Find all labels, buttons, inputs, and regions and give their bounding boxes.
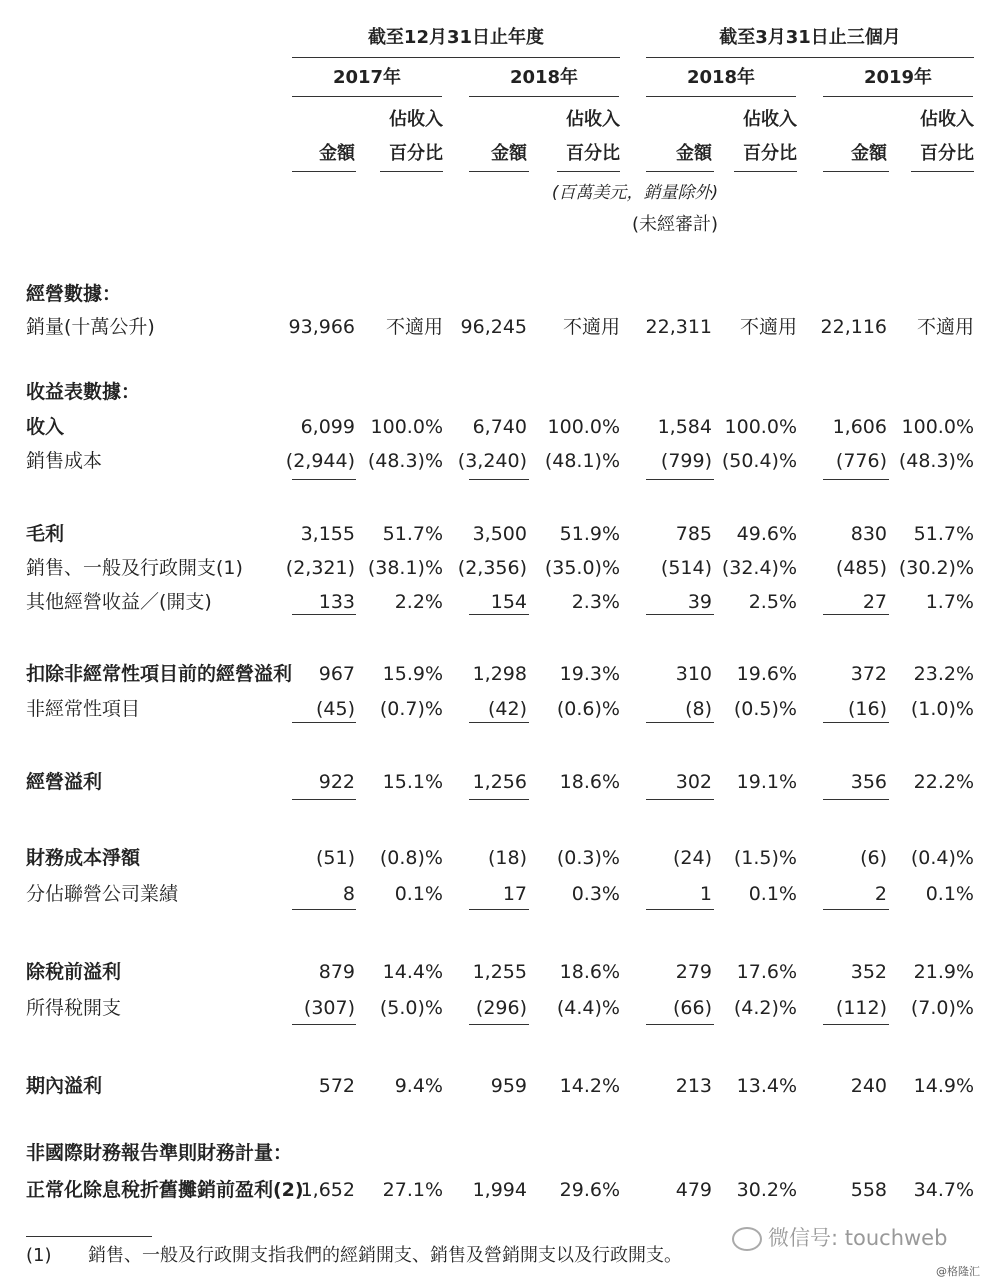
watermark-text: 微信号: touchweb <box>768 1226 948 1250</box>
amount-cell: 558 <box>850 1179 887 1201</box>
amount-cell: 922 <box>318 771 355 793</box>
amount-cell: 967 <box>318 663 355 685</box>
amount-cell: 1,652 <box>300 1179 355 1201</box>
percent-cell: 18.6% <box>559 961 620 983</box>
percent-cell: 49.6% <box>736 523 797 545</box>
amount-cell: (42) <box>487 698 527 720</box>
percent-cell: (4.2)% <box>733 997 797 1019</box>
subtotal-rule <box>646 909 714 910</box>
year-rule <box>823 96 973 97</box>
row-label: 扣除非經常性項目前的經營溢利 <box>26 663 293 685</box>
subtotal-rule <box>823 479 889 480</box>
chat-bubble-icon <box>732 1227 762 1251</box>
amount-cell: 959 <box>490 1075 527 1097</box>
subheader-rule <box>469 171 529 172</box>
percent-header-line2: 百分比 <box>743 143 797 164</box>
percent-cell: (0.5)% <box>733 698 797 720</box>
amount-header: 金額 <box>851 143 887 164</box>
percent-header-line1: 佔收入 <box>389 109 443 130</box>
amount-cell: 1,298 <box>472 663 527 685</box>
subtotal-rule <box>646 799 714 800</box>
percent-cell: 100.0% <box>547 416 620 438</box>
amount-cell: 352 <box>850 961 887 983</box>
year-rule <box>292 96 442 97</box>
percent-cell: (4.4)% <box>556 997 620 1019</box>
footnote-rule <box>26 1236 152 1237</box>
header-group-fiscal-year: 截至12月31日止年度 <box>367 27 545 48</box>
amount-cell: 879 <box>318 961 355 983</box>
amount-cell: 154 <box>490 591 527 613</box>
amount-cell: (2,356) <box>457 557 527 579</box>
amount-cell: 8 <box>342 883 355 905</box>
percent-cell: 14.9% <box>913 1075 974 1097</box>
amount-cell: 96,245 <box>460 316 527 338</box>
footnote-marker: (1) <box>26 1245 52 1266</box>
percent-cell: (32.4)% <box>721 557 797 579</box>
percent-cell: 51.9% <box>559 523 620 545</box>
percent-cell: 13.4% <box>736 1075 797 1097</box>
amount-cell: 1,256 <box>472 771 527 793</box>
amount-cell: 22,311 <box>645 316 712 338</box>
percent-cell: 100.0% <box>901 416 974 438</box>
amount-cell: 17 <box>502 883 527 905</box>
subtotal-rule <box>292 909 356 910</box>
amount-cell: (18) <box>487 847 527 869</box>
subtotal-rule <box>823 909 889 910</box>
subtotal-rule <box>292 799 356 800</box>
percent-cell: 100.0% <box>724 416 797 438</box>
subtotal-rule <box>469 799 529 800</box>
amount-cell: 1,606 <box>832 416 887 438</box>
amount-cell: 6,740 <box>472 416 527 438</box>
percent-cell: 2.2% <box>394 591 443 613</box>
percent-cell: 100.0% <box>370 416 443 438</box>
amount-cell: 572 <box>318 1075 355 1097</box>
amount-cell: (16) <box>847 698 887 720</box>
subheader-rule <box>823 171 889 172</box>
amount-cell: (112) <box>835 997 887 1019</box>
percent-cell: (30.2)% <box>898 557 974 579</box>
percent-cell: 18.6% <box>559 771 620 793</box>
percent-cell: (48.1)% <box>544 450 620 472</box>
subtotal-rule <box>823 614 889 615</box>
row-label: 期內溢利 <box>26 1075 103 1097</box>
amount-cell: 302 <box>675 771 712 793</box>
amount-cell: 1,584 <box>657 416 712 438</box>
row-label: 銷售成本 <box>26 450 103 472</box>
subheader-rule <box>380 171 443 172</box>
footnote-text: 銷售、一般及行政開支指我們的經銷開支、銷售及營銷開支以及行政開支。 <box>88 1245 682 1266</box>
percent-cell: (0.7)% <box>379 698 443 720</box>
header-group-three-months: 截至3月31日止三個月 <box>719 27 901 48</box>
percent-cell: 51.7% <box>382 523 443 545</box>
percent-cell: (0.8)% <box>379 847 443 869</box>
year-rule <box>646 96 796 97</box>
subheader-rule <box>557 171 620 172</box>
percent-cell: 0.1% <box>394 883 443 905</box>
percent-cell: 0.1% <box>925 883 974 905</box>
percent-cell: 19.1% <box>736 771 797 793</box>
percent-cell: 30.2% <box>736 1179 797 1201</box>
amount-cell: (2,321) <box>285 557 355 579</box>
row-label: 收入 <box>26 416 65 438</box>
watermark-credit: @格隆汇 <box>936 1265 980 1278</box>
percent-cell: 不適用 <box>385 316 443 338</box>
unit-note: (百萬美元，銷量除外) <box>551 183 719 203</box>
percent-cell: (38.1)% <box>367 557 443 579</box>
percent-cell: 14.2% <box>559 1075 620 1097</box>
row-label: 分佔聯營公司業績 <box>26 883 179 905</box>
amount-cell: (8) <box>685 698 712 720</box>
percent-cell: 21.9% <box>913 961 974 983</box>
percent-cell: 23.2% <box>913 663 974 685</box>
percent-cell: (35.0)% <box>544 557 620 579</box>
amount-cell: 279 <box>675 961 712 983</box>
row-label: 銷售、一般及行政開支(1) <box>26 557 243 579</box>
subtotal-rule <box>646 1024 714 1025</box>
amount-cell: 1,994 <box>472 1179 527 1201</box>
amount-cell: 372 <box>850 663 887 685</box>
row-label: 經營數據： <box>26 283 122 305</box>
subheader-rule <box>646 171 714 172</box>
percent-header-line2: 百分比 <box>566 143 620 164</box>
row-label: 所得稅開支 <box>26 997 122 1019</box>
row-label: 其他經營收益／(開支) <box>26 591 212 613</box>
subtotal-rule <box>469 1024 529 1025</box>
row-label: 正常化除息稅折舊攤銷前盈利(2) <box>26 1179 304 1201</box>
amount-cell: (51) <box>315 847 355 869</box>
subtotal-rule <box>646 479 714 480</box>
row-label: 毛利 <box>26 523 65 545</box>
amount-header: 金額 <box>676 143 712 164</box>
subtotal-rule <box>823 799 889 800</box>
amount-cell: (6) <box>860 847 887 869</box>
amount-cell: 27 <box>862 591 887 613</box>
subtotal-rule <box>823 1024 889 1025</box>
percent-cell: 19.6% <box>736 663 797 685</box>
amount-cell: (296) <box>475 997 527 1019</box>
percent-cell: (48.3)% <box>367 450 443 472</box>
amount-cell: 1 <box>699 883 712 905</box>
amount-cell: 22,116 <box>820 316 887 338</box>
row-label: 收益表數據： <box>26 381 141 403</box>
year-header: 2018年 <box>686 67 756 88</box>
percent-cell: 34.7% <box>913 1179 974 1201</box>
percent-header-line1: 佔收入 <box>743 109 797 130</box>
amount-cell: (307) <box>303 997 355 1019</box>
percent-cell: 29.6% <box>559 1179 620 1201</box>
amount-cell: (776) <box>835 450 887 472</box>
subtotal-rule <box>292 1024 356 1025</box>
amount-cell: (24) <box>672 847 712 869</box>
percent-cell: 1.7% <box>925 591 974 613</box>
row-label: 銷量(十萬公升) <box>26 316 155 338</box>
percent-cell: 0.3% <box>571 883 620 905</box>
subtotal-rule <box>646 722 714 723</box>
amount-header: 金額 <box>319 143 355 164</box>
amount-cell: 785 <box>675 523 712 545</box>
percent-cell: (0.4)% <box>910 847 974 869</box>
amount-header: 金額 <box>491 143 527 164</box>
percent-cell: (1.5)% <box>733 847 797 869</box>
percent-cell: (5.0)% <box>379 997 443 1019</box>
percent-cell: 0.1% <box>748 883 797 905</box>
amount-cell: 830 <box>850 523 887 545</box>
row-label: 財務成本淨額 <box>26 847 141 869</box>
percent-cell: (7.0)% <box>910 997 974 1019</box>
amount-cell: 3,155 <box>300 523 355 545</box>
percent-cell: (50.4)% <box>721 450 797 472</box>
percent-cell: 15.9% <box>382 663 443 685</box>
subtotal-rule <box>292 722 356 723</box>
amount-cell: 2 <box>874 883 887 905</box>
amount-cell: (799) <box>660 450 712 472</box>
percent-cell: 14.4% <box>382 961 443 983</box>
subtotal-rule <box>469 722 529 723</box>
row-label: 除稅前溢利 <box>26 961 122 983</box>
percent-cell: 2.3% <box>571 591 620 613</box>
amount-cell: 356 <box>850 771 887 793</box>
amount-cell: 93,966 <box>288 316 355 338</box>
percent-header-line1: 佔收入 <box>920 109 974 130</box>
amount-cell: (3,240) <box>457 450 527 472</box>
header-rule <box>646 57 974 58</box>
year-rule <box>469 96 619 97</box>
subtotal-rule <box>469 614 529 615</box>
percent-cell: 15.1% <box>382 771 443 793</box>
amount-cell: (485) <box>835 557 887 579</box>
amount-cell: (2,944) <box>285 450 355 472</box>
subheader-rule <box>734 171 797 172</box>
percent-cell: 不適用 <box>739 316 797 338</box>
row-label: 經營溢利 <box>26 771 103 793</box>
percent-header-line2: 百分比 <box>920 143 974 164</box>
year-header: 2019年 <box>863 67 933 88</box>
row-label: 非經常性項目 <box>26 698 141 720</box>
amount-cell: (66) <box>672 997 712 1019</box>
percent-cell: 不適用 <box>916 316 974 338</box>
percent-cell: (0.3)% <box>556 847 620 869</box>
percent-cell: (1.0)% <box>910 698 974 720</box>
year-header: 2017年 <box>332 67 402 88</box>
amount-cell: 3,500 <box>472 523 527 545</box>
subtotal-rule <box>469 909 529 910</box>
subtotal-rule <box>469 479 529 480</box>
amount-cell: 133 <box>318 591 355 613</box>
percent-header-line1: 佔收入 <box>566 109 620 130</box>
watermark-wechat <box>732 1222 947 1252</box>
percent-cell: 19.3% <box>559 663 620 685</box>
subtotal-rule <box>823 722 889 723</box>
percent-cell: 22.2% <box>913 771 974 793</box>
amount-cell: 39 <box>687 591 712 613</box>
percent-cell: 2.5% <box>748 591 797 613</box>
percent-cell: (0.6)% <box>556 698 620 720</box>
percent-header-line2: 百分比 <box>389 143 443 164</box>
subtotal-rule <box>292 479 356 480</box>
percent-cell: 27.1% <box>382 1179 443 1201</box>
amount-cell: (45) <box>315 698 355 720</box>
subtotal-rule <box>292 614 356 615</box>
amount-cell: 213 <box>675 1075 712 1097</box>
unaudited-note: (未經審計) <box>631 214 719 235</box>
subheader-rule <box>292 171 356 172</box>
amount-cell: (514) <box>660 557 712 579</box>
percent-cell: (48.3)% <box>898 450 974 472</box>
percent-cell: 不適用 <box>562 316 620 338</box>
header-rule <box>292 57 620 58</box>
percent-cell: 9.4% <box>394 1075 443 1097</box>
percent-cell: 17.6% <box>736 961 797 983</box>
amount-cell: 1,255 <box>472 961 527 983</box>
amount-cell: 240 <box>850 1075 887 1097</box>
row-label: 非國際財務報告準則財務計量： <box>26 1142 293 1164</box>
subtotal-rule <box>646 614 714 615</box>
amount-cell: 6,099 <box>300 416 355 438</box>
year-header: 2018年 <box>509 67 579 88</box>
amount-cell: 310 <box>675 663 712 685</box>
subheader-rule <box>911 171 974 172</box>
amount-cell: 479 <box>675 1179 712 1201</box>
percent-cell: 51.7% <box>913 523 974 545</box>
